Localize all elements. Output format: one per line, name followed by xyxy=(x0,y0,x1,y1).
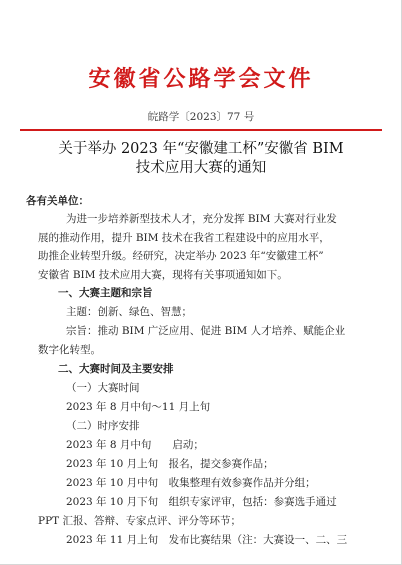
paragraph-line: 展的推动作用，提升 BIM 技术在我省工程建设中的应用水平， xyxy=(38,232,330,244)
paragraph-line: 安徽省 BIM 技术应用大赛，现将有关事项通知如下。 xyxy=(38,269,288,281)
document-title xyxy=(24,140,378,178)
paragraph-line: 助推企业转型升级。经研究，决定举办 2023 年“安徽建工杯” xyxy=(38,250,324,262)
schedule-item: 2023 年 11 月上旬 发布比赛结果（注：大赛设一、二、三 xyxy=(66,534,348,546)
paragraph-line: 2023 年 8 月中旬～11 月上旬 xyxy=(66,401,211,413)
paragraph-line: PPT 汇报、答辩、专家点评、评分等环节； xyxy=(38,515,241,527)
paragraph-line: 数字化转型。 xyxy=(38,344,101,356)
subsection-heading: （一）大赛时间 xyxy=(66,382,140,394)
document-header: 安徽省公路学会文件 xyxy=(88,66,314,92)
schedule-item: 2023 年 10 月中旬 收集整理有效参赛作品并分组； xyxy=(66,477,316,489)
document-number: 皖路学〔2023〕77 号 xyxy=(147,111,255,123)
header-divider xyxy=(20,129,382,131)
schedule-item: 2023 年 10 月上旬 报名，提交参赛作品； xyxy=(66,458,274,470)
paragraph-line: 宗旨：推动 BIM 广泛应用、促进 BIM 人才培养、赋能企业 xyxy=(66,325,346,337)
schedule-item: 2023 年 8 月中旬 启动； xyxy=(66,439,204,451)
schedule-item: 2023 年 10 月下旬 组织专家评审，包括：参赛选手通过 xyxy=(66,496,337,508)
title-line-2: 技术应用大赛的通知 xyxy=(135,160,267,176)
section-heading: 一、大赛主题和宗旨 xyxy=(58,287,153,299)
title-line-1: 关于举办 2023 年“安徽建工杯”安徽省 BIM xyxy=(58,141,344,157)
paragraph-line: 主题：创新、绿色、智慧； xyxy=(66,306,192,318)
salutation: 各有关单位： xyxy=(26,195,89,207)
section-heading: 二、大赛时间及主要安排 xyxy=(58,363,174,375)
paragraph-line: 为进一步培养新型技术人才，充分发挥 BIM 大赛对行业发 xyxy=(66,213,337,225)
subsection-heading: （二）时序安排 xyxy=(66,420,140,432)
